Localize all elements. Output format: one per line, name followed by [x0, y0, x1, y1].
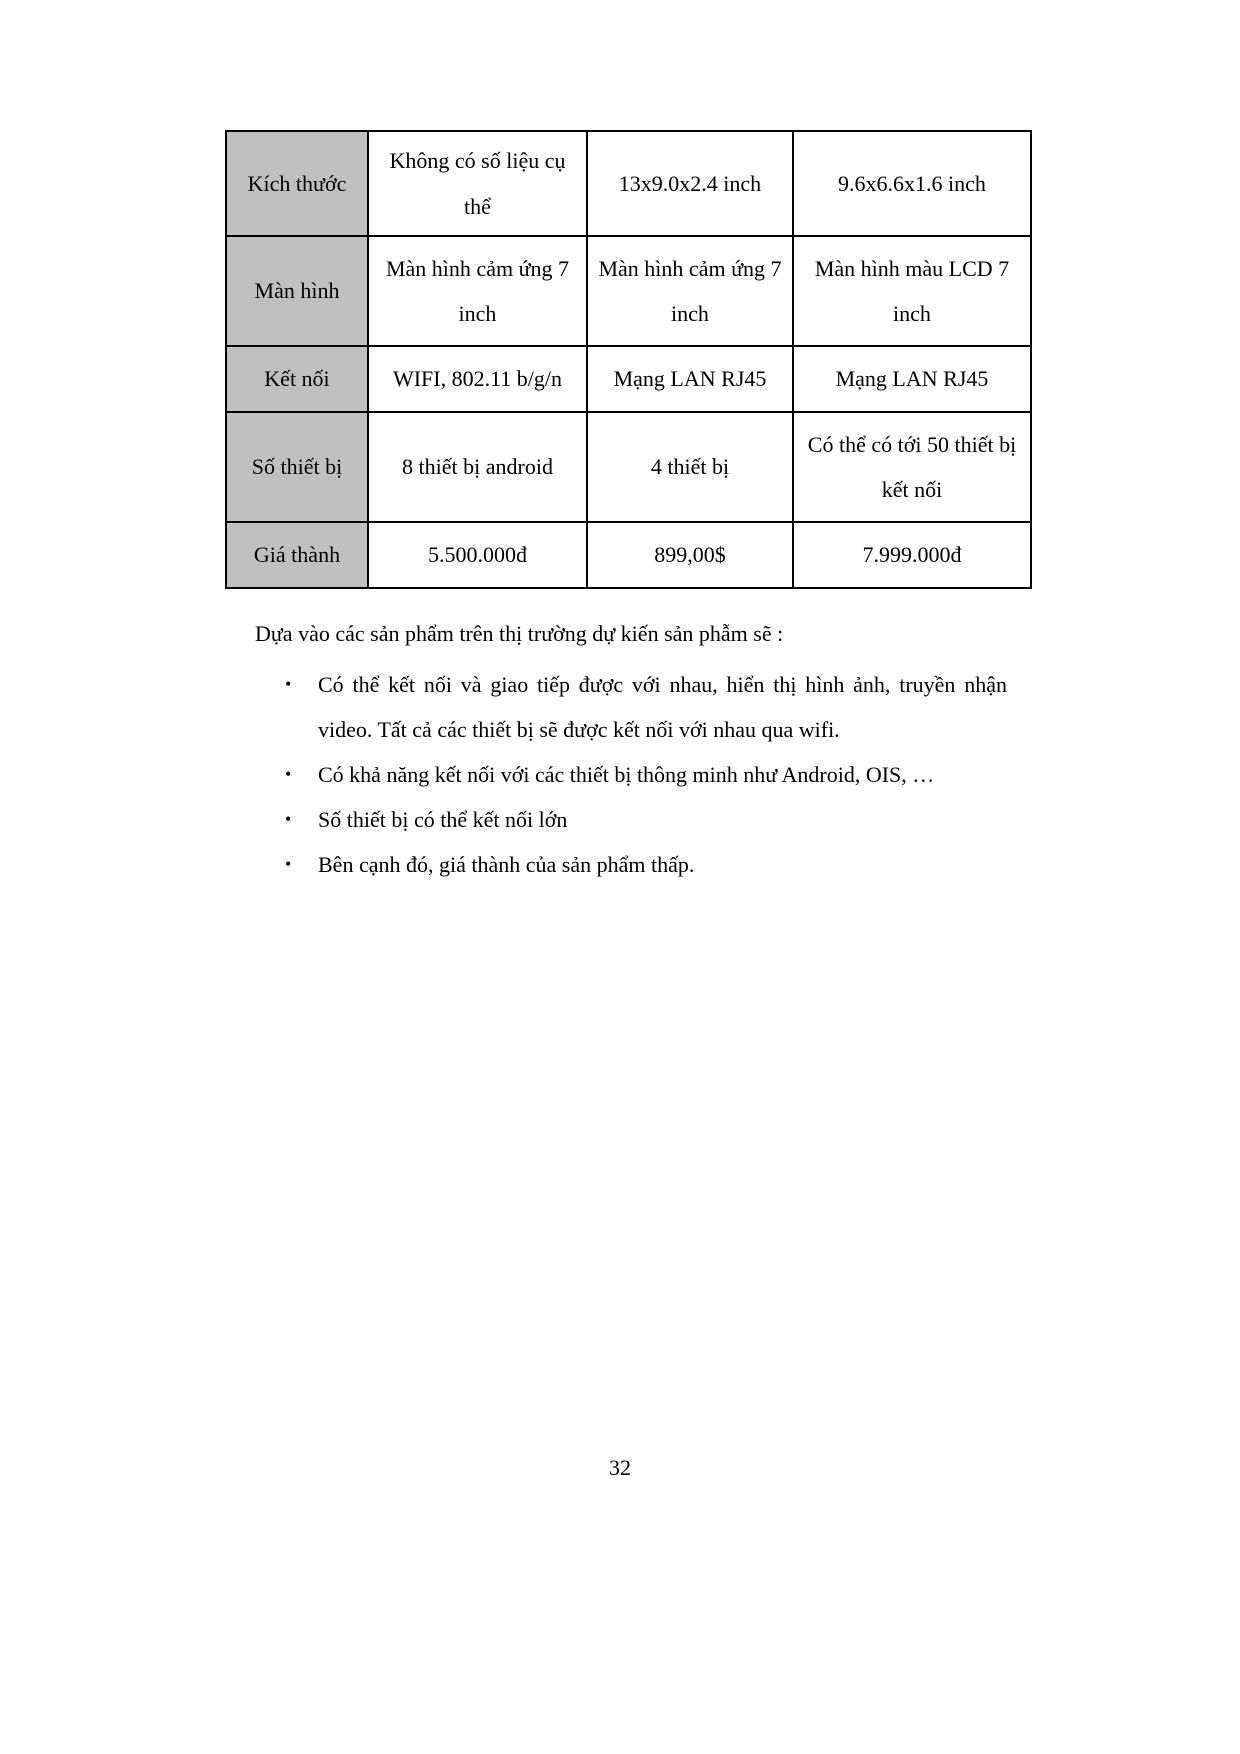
bullet-text: Bên cạnh đó, giá thành của sản phẩm thấp.	[318, 852, 695, 878]
list-item	[285, 662, 1007, 752]
table-cell: 13x9.0x2.4 inch	[587, 131, 793, 236]
list-item	[285, 842, 1007, 887]
row-header-kich-thuoc: Kích thước	[226, 131, 368, 236]
table-cell: WIFI, 802.11 b/g/n	[368, 346, 587, 412]
product-comparison-table	[225, 130, 1032, 589]
table-row	[226, 346, 1031, 412]
bullet-text: Có khả năng kết nối với các thiết bị thông minh như Android, OIS, …	[318, 762, 935, 788]
table-cell: Màn hình cảm ứng 7 inch	[587, 236, 793, 346]
row-header-gia-thanh: Giá thành	[226, 522, 368, 588]
table-cell: 7.999.000đ	[793, 522, 1031, 588]
bullet-list	[285, 662, 1007, 887]
table-row	[226, 236, 1031, 346]
table-cell: Màn hình màu LCD 7 inch	[793, 236, 1031, 346]
table-row	[226, 131, 1031, 236]
table-cell: Màn hình cảm ứng 7 inch	[368, 236, 587, 346]
row-header-so-thiet-bi: Số thiết bị	[226, 412, 368, 522]
bullet-icon: •	[285, 854, 292, 875]
table-cell: Mạng LAN RJ45	[587, 346, 793, 412]
table-cell: Không có số liệu cụ thể	[368, 131, 587, 236]
table-row	[226, 412, 1031, 522]
table-cell: 8 thiết bị android	[368, 412, 587, 522]
table-cell: 899,00$	[587, 522, 793, 588]
bullet-text: Số thiết bị có thể kết nối lớn	[318, 807, 568, 833]
list-item	[285, 752, 1007, 797]
row-header-man-hinh: Màn hình	[226, 236, 368, 346]
bullet-text: Có thể kết nối và giao tiếp được với nhau, hiển thị hình ảnh, truyền nhận video. Tất cả các thiết bị sẽ được kết nối với nhau qua wifi.	[318, 672, 1007, 743]
table-cell: 5.500.000đ	[368, 522, 587, 588]
table-cell: Có thể có tới 50 thiết bị kết nối	[793, 412, 1031, 522]
bullet-icon: •	[285, 764, 292, 785]
intro-paragraph: Dựa vào các sản phẩm trên thị trường dự kiến sản phẫm sẽ :	[255, 621, 784, 646]
table-cell: 4 thiết bị	[587, 412, 793, 522]
table-row	[226, 522, 1031, 588]
bullet-icon: •	[285, 674, 292, 695]
bullet-icon: •	[285, 809, 292, 830]
table-cell: 9.6x6.6x1.6 inch	[793, 131, 1031, 236]
list-item	[285, 797, 1007, 842]
page-number: 32	[609, 1455, 631, 1480]
row-header-ket-noi: Kết nối	[226, 346, 368, 412]
table-cell: Mạng LAN RJ45	[793, 346, 1031, 412]
